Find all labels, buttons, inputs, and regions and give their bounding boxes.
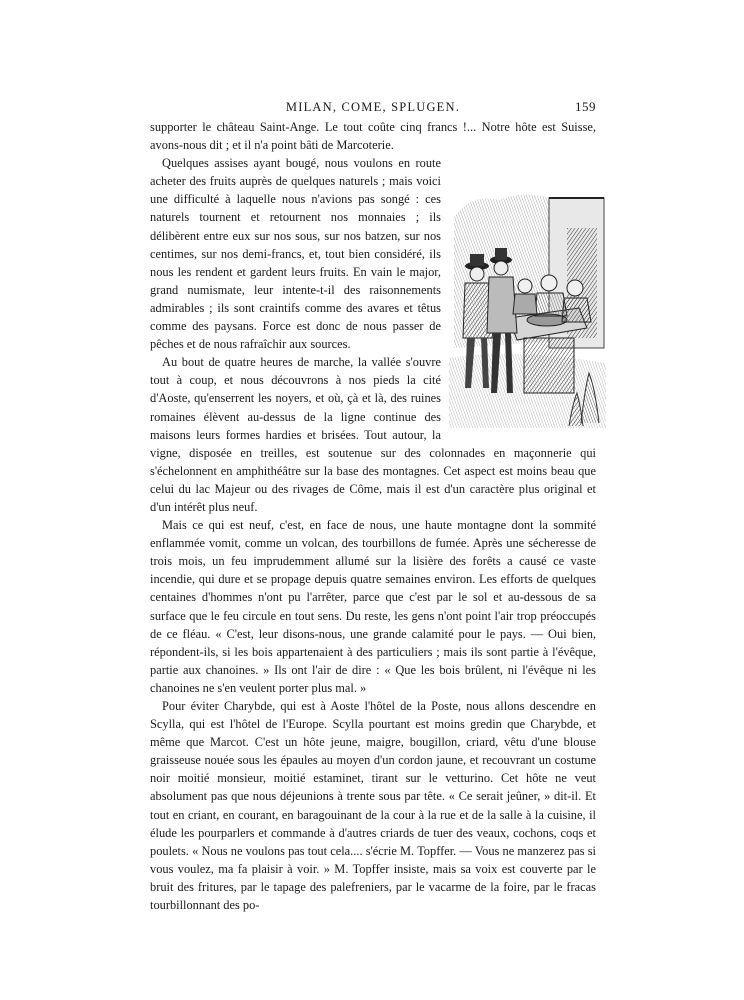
running-title: MILAN, COME, SPLUGEN. [285, 100, 461, 114]
book-page [150, 96, 596, 914]
page-header [150, 96, 596, 118]
paragraph-3: Au bout de quatre heures de marche, la vallée s'ouvre tout à coup, et nous découvrons à nos pieds la cité d'Aoste, qu'enserrent les noyers, et où, çà et là, des ruines romaines élèvent au-dessus de la ligne continue des maisons leurs formes hardies et brisées. Tout autour, la vigne, disposée en treilles, est soutenue sur des colonnades en maçonnerie qui s'échelonnent en amphithéâtre sur la base des montagnes. Cet aspect est moins beau que celui du lac Majeur ou des rivages de Côme, mais il est d'un caractère plus original et d'un intérêt plus neuf. [150, 355, 596, 514]
body-text [150, 118, 596, 914]
page-number: 159 [575, 99, 596, 114]
villagers-with-fruit-image [449, 188, 606, 428]
paragraph-4: Mais ce qui est neuf, c'est, en face de nous, une haute montagne dont la sommité enflammée vomit, comme un volcan, des tourbillons de fumée. Après une sécheresse de trois mois, un feu imprudemment allumé sur la lisière des forêts a causé ce vaste incendie, qui dure et se propage depuis quatre semaines environ. Les efforts de quelques centaines d'hommes n'ont pu l'arrêter, parce que c'est par le sol et au-dessous de sa surface que le feu circule en tout sens. Du reste, les gens n'ont point l'air trop préoccupés de ce fléau. « C'est, leur disons-nous, une grande calamité pour le pays. — Oui bien, répondent-ils, si les bois appartenaient à des particuliers ; mais ils sont partie à l'évêque, partie aux chanoines. » Ils ont l'air de dire : « Que les bois brûlent, ni l'évêque ni les chanoines ne s'en veulent porter plus mal. » [150, 518, 596, 695]
paragraph-5: Pour éviter Charybde, qui est à Aoste l'hôtel de la Poste, nous allons descendre en Scylla, qui est l'hôtel de l'Europe. Scylla pourtant est moins gredin que Charybde, et même que Marcot. C'est un hôte jeune, maigre, bougillon, criard, vêtu d'une blouse graisseuse nouée sous les épaules au moyen d'un cordon jaune, et recouvrant un costume noir moitié monsieur, moitié estaminet, tirant sur le vetturino. Cet hôte ne veut absolument pas que nous déjeunions à trente sous par tête. « Ce serait jeûner, » dit-il. Et tout en criant, en courant, en baragouinant de la cour à la rue et de la salle à la cuisine, il élude les pourparlers et commande à d'autres criards de tuer des veaux, cochons, coqs et poulets. « Nous ne voulons pas tout cela.... s'écrie M. Topffer. — Vous ne manzerez pas si vous voulez, ma fa plaisir à voir. » M. Topffer insiste, mais sa voix est couverte par le bruit des fritures, par le tapage des palefreniers, par le vacarme de la foire, par le fracas tourbillonnant des po- [150, 699, 596, 913]
paragraph-2: Quelques assises ayant bougé, nous voulons en route acheter des fruits auprès de quelques naturels ; mais voici une difficulté à laquelle nous n'avions pas songé : ces naturels tournent et retournent nos monnaies ; ils délibèrent entre eux sur nos sous, sur nos batzen, sur nos centimes, sur nos demi-francs, et, tout bien considéré, ils nous les rendent et gardent leurs fruits. En vain le major, grand numismate, leur intente-t-il des raisonnements admirables ; ils sont craintifs comme des avares et têtus comme des paysans. Force est donc de nous passer de pêches et de nous rafraîchir aux sources. [150, 156, 441, 352]
paragraph-1: supporter le château Saint-Ange. Le tout coûte cinq francs !... Notre hôte est Suisse, avons-nous dit ; et il n'a point bâti de Marcoterie. [150, 120, 596, 153]
engraving-illustration [449, 188, 606, 428]
